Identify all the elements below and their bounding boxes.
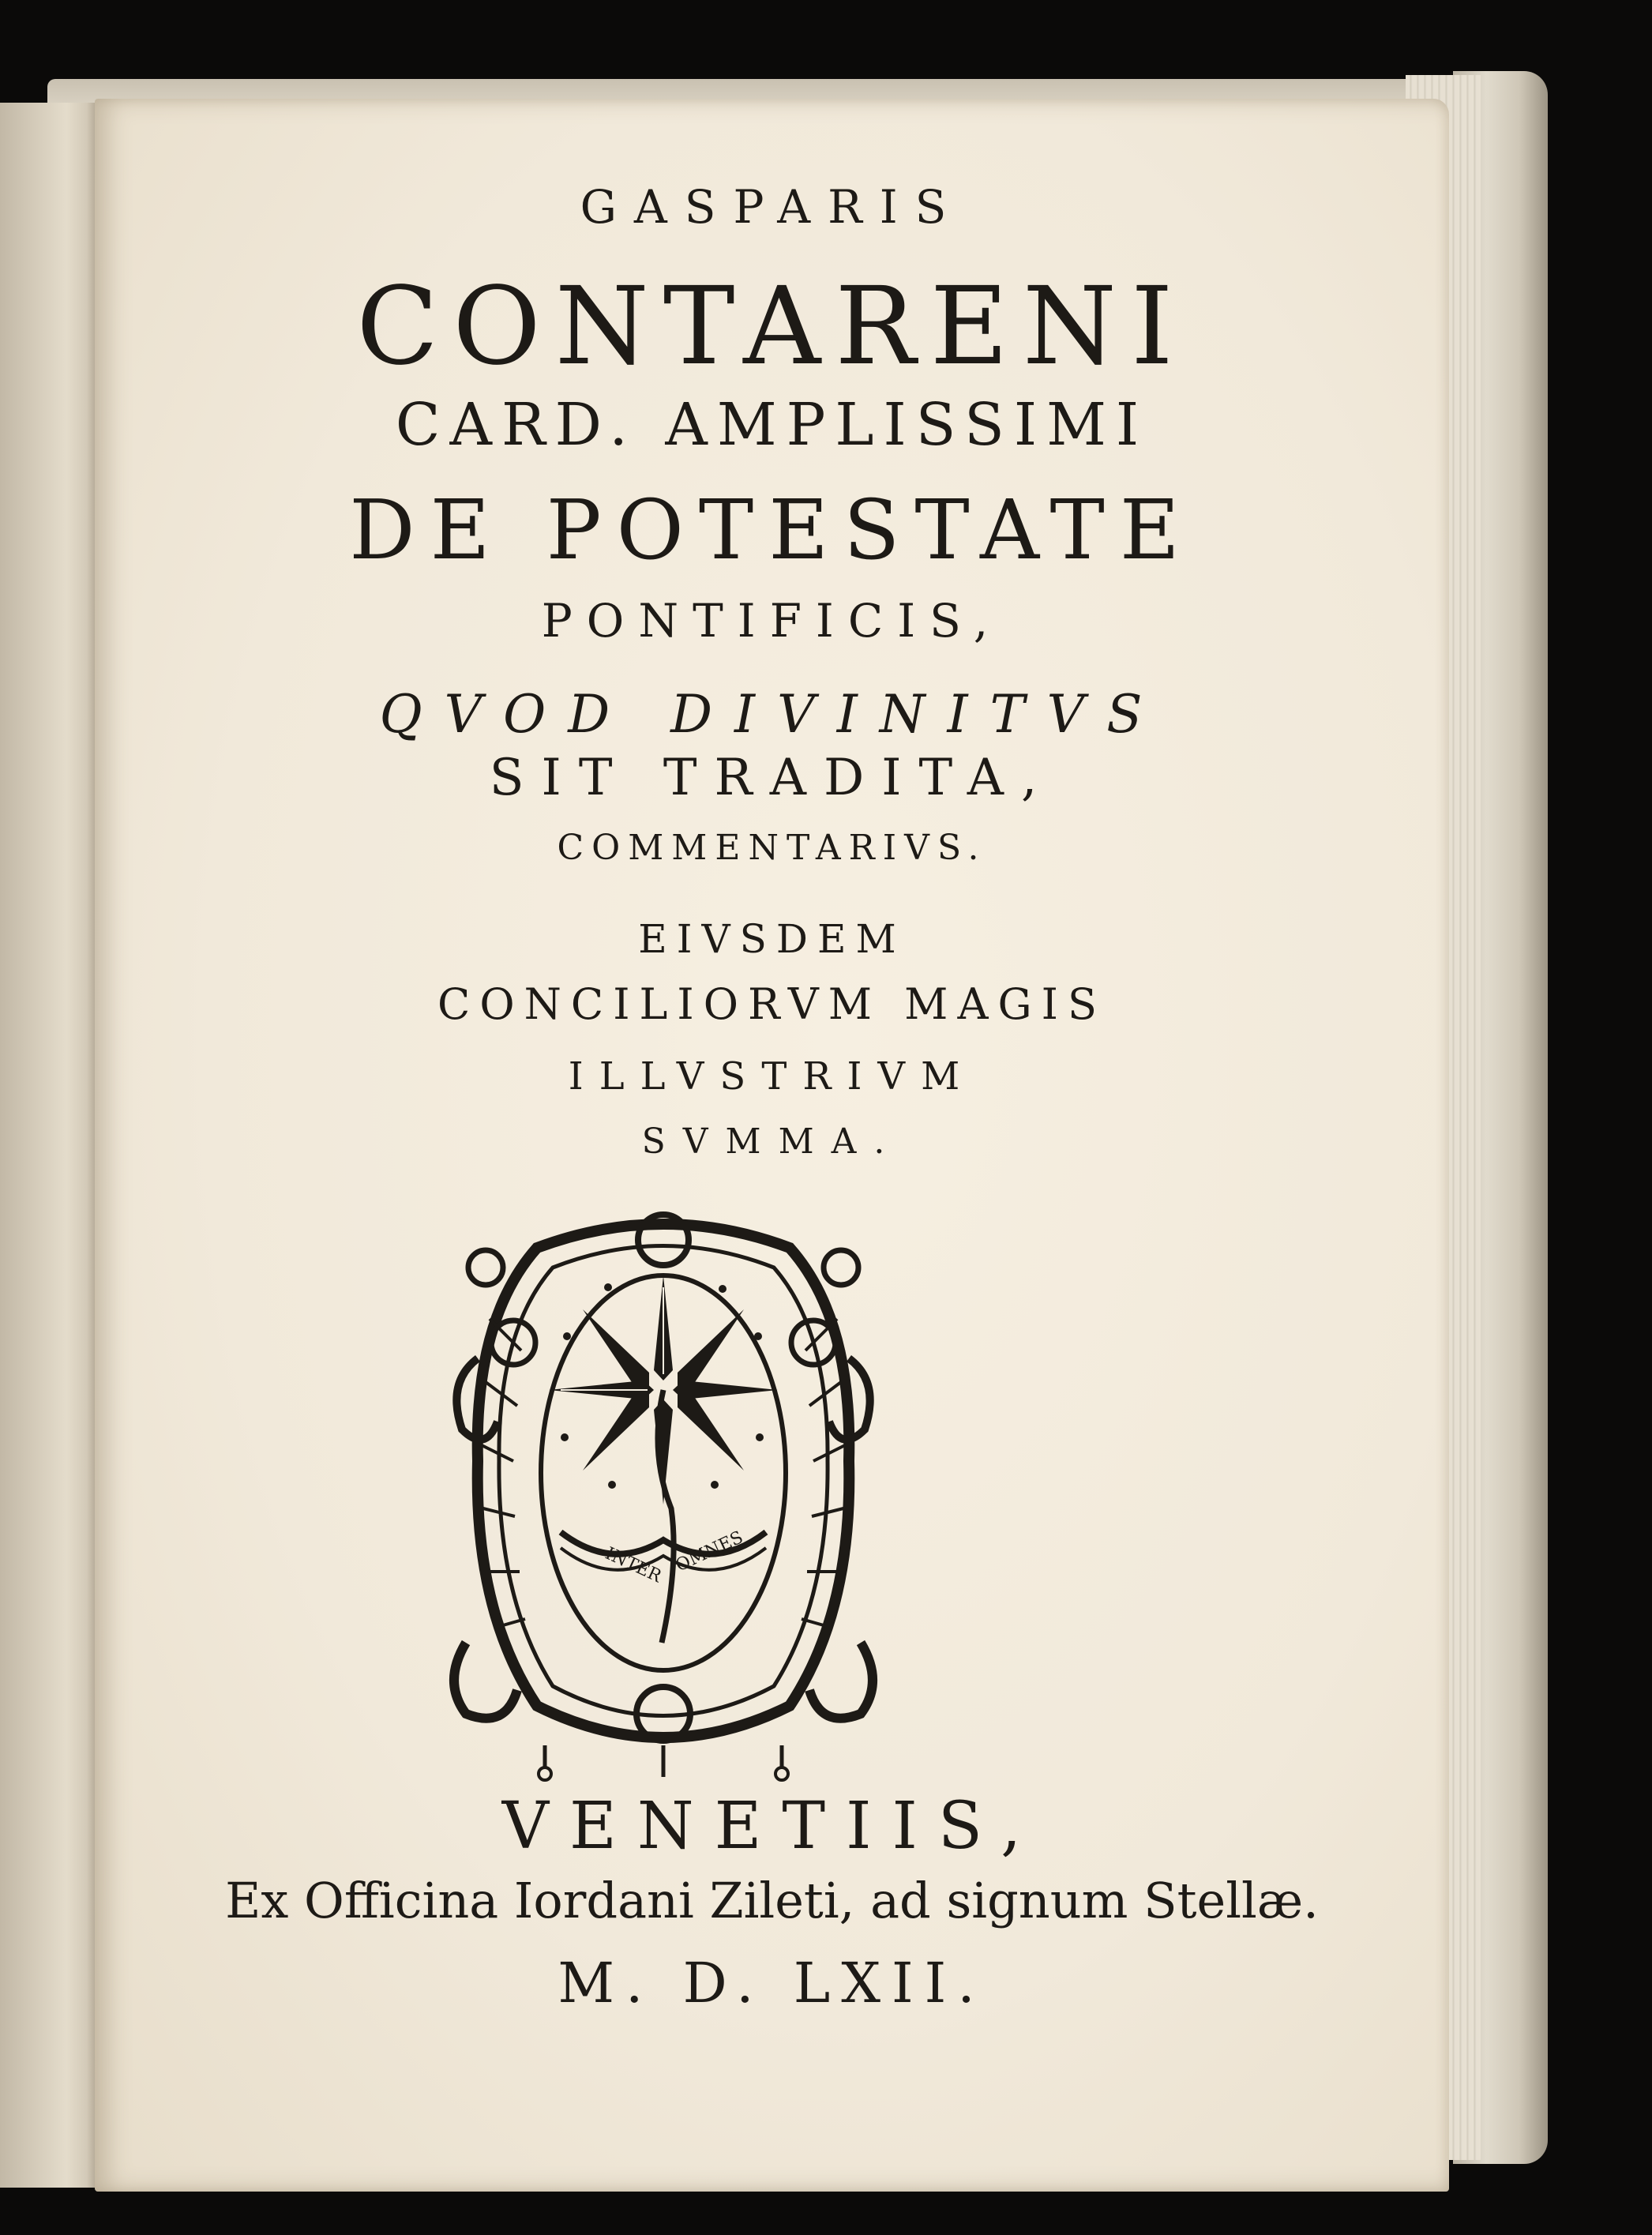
author-title: CARD. AMPLISSIMI xyxy=(395,391,1149,459)
imprint-printer: Ex Officina Iordani Zileti, ad signum Stellæ. xyxy=(225,1872,1319,1929)
work-title-line-3: QVOD DIVINITVS xyxy=(379,684,1165,745)
second-work-line-4: SVMMA. xyxy=(641,1121,903,1162)
work-title-line-2: PONTIFICIS, xyxy=(541,594,1003,648)
work-title-line-5: COMMENTARIVS. xyxy=(557,828,987,868)
second-work-line-1: EIVSDEM xyxy=(638,916,906,962)
work-title-line-1: DE POTESTATE xyxy=(349,482,1195,578)
imprint-date: M. D. LXII. xyxy=(558,1951,986,2015)
second-work-line-3: ILLVSTRIVM xyxy=(568,1054,976,1099)
imprint-place: VENETIIS, xyxy=(501,1789,1042,1864)
author-surname: CONTARENI xyxy=(356,265,1188,389)
star-printer-mark-icon xyxy=(442,1200,884,1785)
work-title-line-4: SIT TRADITA, xyxy=(489,749,1055,807)
second-work-line-2: CONCILIORVM MAGIS xyxy=(437,979,1106,1029)
motto-left: INTER xyxy=(602,1543,665,1587)
motto-right: OMNES xyxy=(672,1527,746,1576)
author-first-name: GASPARIS xyxy=(580,180,964,234)
